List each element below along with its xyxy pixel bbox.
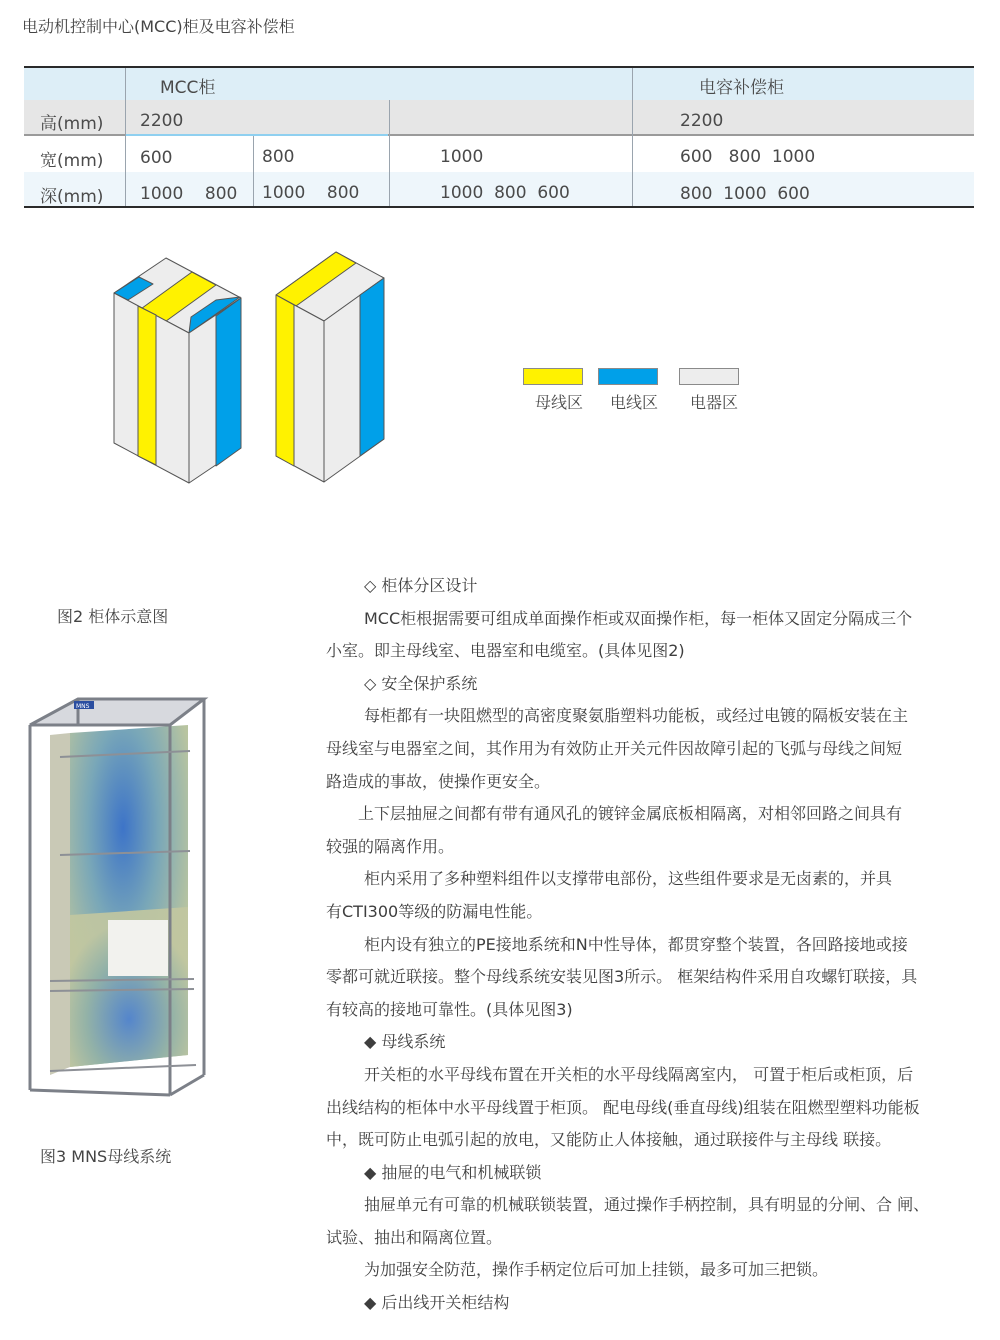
frame-top: [30, 699, 204, 725]
legend-swatch-device: [679, 368, 739, 385]
body-line: 有CTI300等级的防漏电性能。: [326, 901, 543, 921]
col-sep-w2: [389, 100, 390, 206]
body-line: 较强的隔离作用。: [326, 836, 455, 856]
body-line: 柜内设有独立的PE接地系统和N中性导体，都贯穿整个装置，各回路接地或接: [364, 934, 908, 954]
mns-busbar-photo: [20, 695, 210, 1115]
body-line: 抽屉单元有可靠的机械联锁装置，通过操作手柄控制，具有明显的分闸、合 闸、: [364, 1195, 930, 1215]
body-line: 有较高的接地可靠性。(具体见图3): [326, 999, 573, 1019]
cab2-front-busbar: [276, 295, 294, 466]
cap-depth: 800 1000 600: [680, 184, 810, 204]
mcc-depth-2: 1000 800: [262, 183, 360, 203]
body-line: 试验、抽出和隔离位置。: [326, 1227, 503, 1247]
body-line: 上下层抽屉之间都有带有通风孔的镀锌金属底板相隔离，对相邻回路之间具有: [358, 804, 903, 824]
header-mcc: MCC柜: [160, 78, 216, 98]
mns-badge-label: MNS: [76, 703, 90, 710]
mcc-height-underline: [126, 134, 388, 136]
cab1-front-busbar: [138, 306, 156, 465]
legend-label-device: 电器区: [690, 393, 739, 412]
body-line: MCC柜根据需要可组成单面操作柜或双面操作柜，每一柜体又固定分隔成三个: [364, 608, 913, 628]
legend-swatch-busbar: [523, 368, 583, 385]
panel-side: [50, 733, 70, 1075]
caption-fig2: 图2 柜体示意图: [57, 607, 169, 626]
col-sep-w1: [253, 136, 254, 206]
legend-label-busbar: 母线区: [535, 393, 584, 412]
body-line: 出线结构的柜体中水平母线置于柜顶。 配电母线(垂直母线)组装在阻燃型塑料功能板: [326, 1097, 920, 1117]
row-label-width: 宽(mm): [40, 151, 104, 171]
col-sep-cap: [632, 68, 633, 206]
body-line: 开关柜的水平母线布置在开关柜的水平母线隔离室内， 可置于柜后或柜顶，后: [364, 1064, 914, 1084]
body-text: [326, 570, 982, 1320]
legend-swatch-cable: [598, 368, 658, 385]
body-line: 母线室与电器室之间，其作用为有效防止开关元件因故障引起的飞弧与母线之间短: [326, 738, 903, 758]
section-heading: ◆ 后出线开关柜结构: [364, 1293, 510, 1313]
cap-width: 600 800 1000: [680, 147, 816, 167]
cabinet-zone-diagram: [100, 240, 400, 500]
body-line: 小室。即主母线室、电器室和电缆室。(具体见图2): [326, 641, 685, 661]
body-line: 为加强安全防范，操作手柄定位后可加上挂锁，最多可加三把锁。: [364, 1260, 829, 1280]
mcc-width-3: 1000: [440, 147, 484, 167]
section-heading: ◆ 抽屉的电气和机械联锁: [364, 1162, 542, 1182]
header-cap: 电容补偿柜: [699, 78, 784, 98]
mcc-depth-3: 1000 800 600: [440, 183, 570, 203]
mcc-width-1: 600: [140, 148, 173, 168]
section-heading: ◇ 安全保护系统: [364, 673, 478, 693]
body-line: 零都可就近联接。整个母线系统安装见图3所示。 框架结构件采用自攻螺钉联接，具: [326, 967, 918, 987]
body-line: 每柜都有一块阻燃型的高密度聚氨脂塑料功能板，或经过电镀的隔板安装在主: [364, 706, 909, 726]
spec-table: [24, 66, 974, 208]
mcc-height: 2200: [140, 111, 184, 131]
body-line: 柜内采用了多种塑料组件以支撑带电部份，这些组件要求是无卤素的，并具: [364, 869, 893, 889]
row-label-height: 高(mm): [40, 114, 104, 134]
cab1-side-cable: [216, 298, 241, 466]
page-title: 电动机控制中心(MCC)柜及电容补偿柜: [22, 17, 295, 36]
section-heading: ◆ 母线系统: [364, 1032, 446, 1052]
cap-height: 2200: [680, 111, 724, 131]
caption-fig3: 图3 MNS母线系统: [40, 1147, 172, 1166]
row-label-depth: 深(mm): [40, 187, 104, 207]
body-line: 路造成的事故，使操作更安全。: [326, 771, 551, 791]
cab2-side-cable: [360, 278, 384, 456]
body-line: 中，既可防止电弧引起的放电，又能防止人体接触，通过联接件与主母线 联接。: [326, 1130, 892, 1150]
mcc-width-2: 800: [262, 147, 295, 167]
panel-cutout: [108, 920, 168, 976]
legend-label-cable: 电线区: [610, 393, 659, 412]
col-sep-label: [125, 68, 126, 206]
mcc-depth-1: 1000 800: [140, 184, 238, 204]
table-bottom-rule: [24, 206, 974, 208]
section-heading: ◇ 柜体分区设计: [364, 576, 478, 595]
